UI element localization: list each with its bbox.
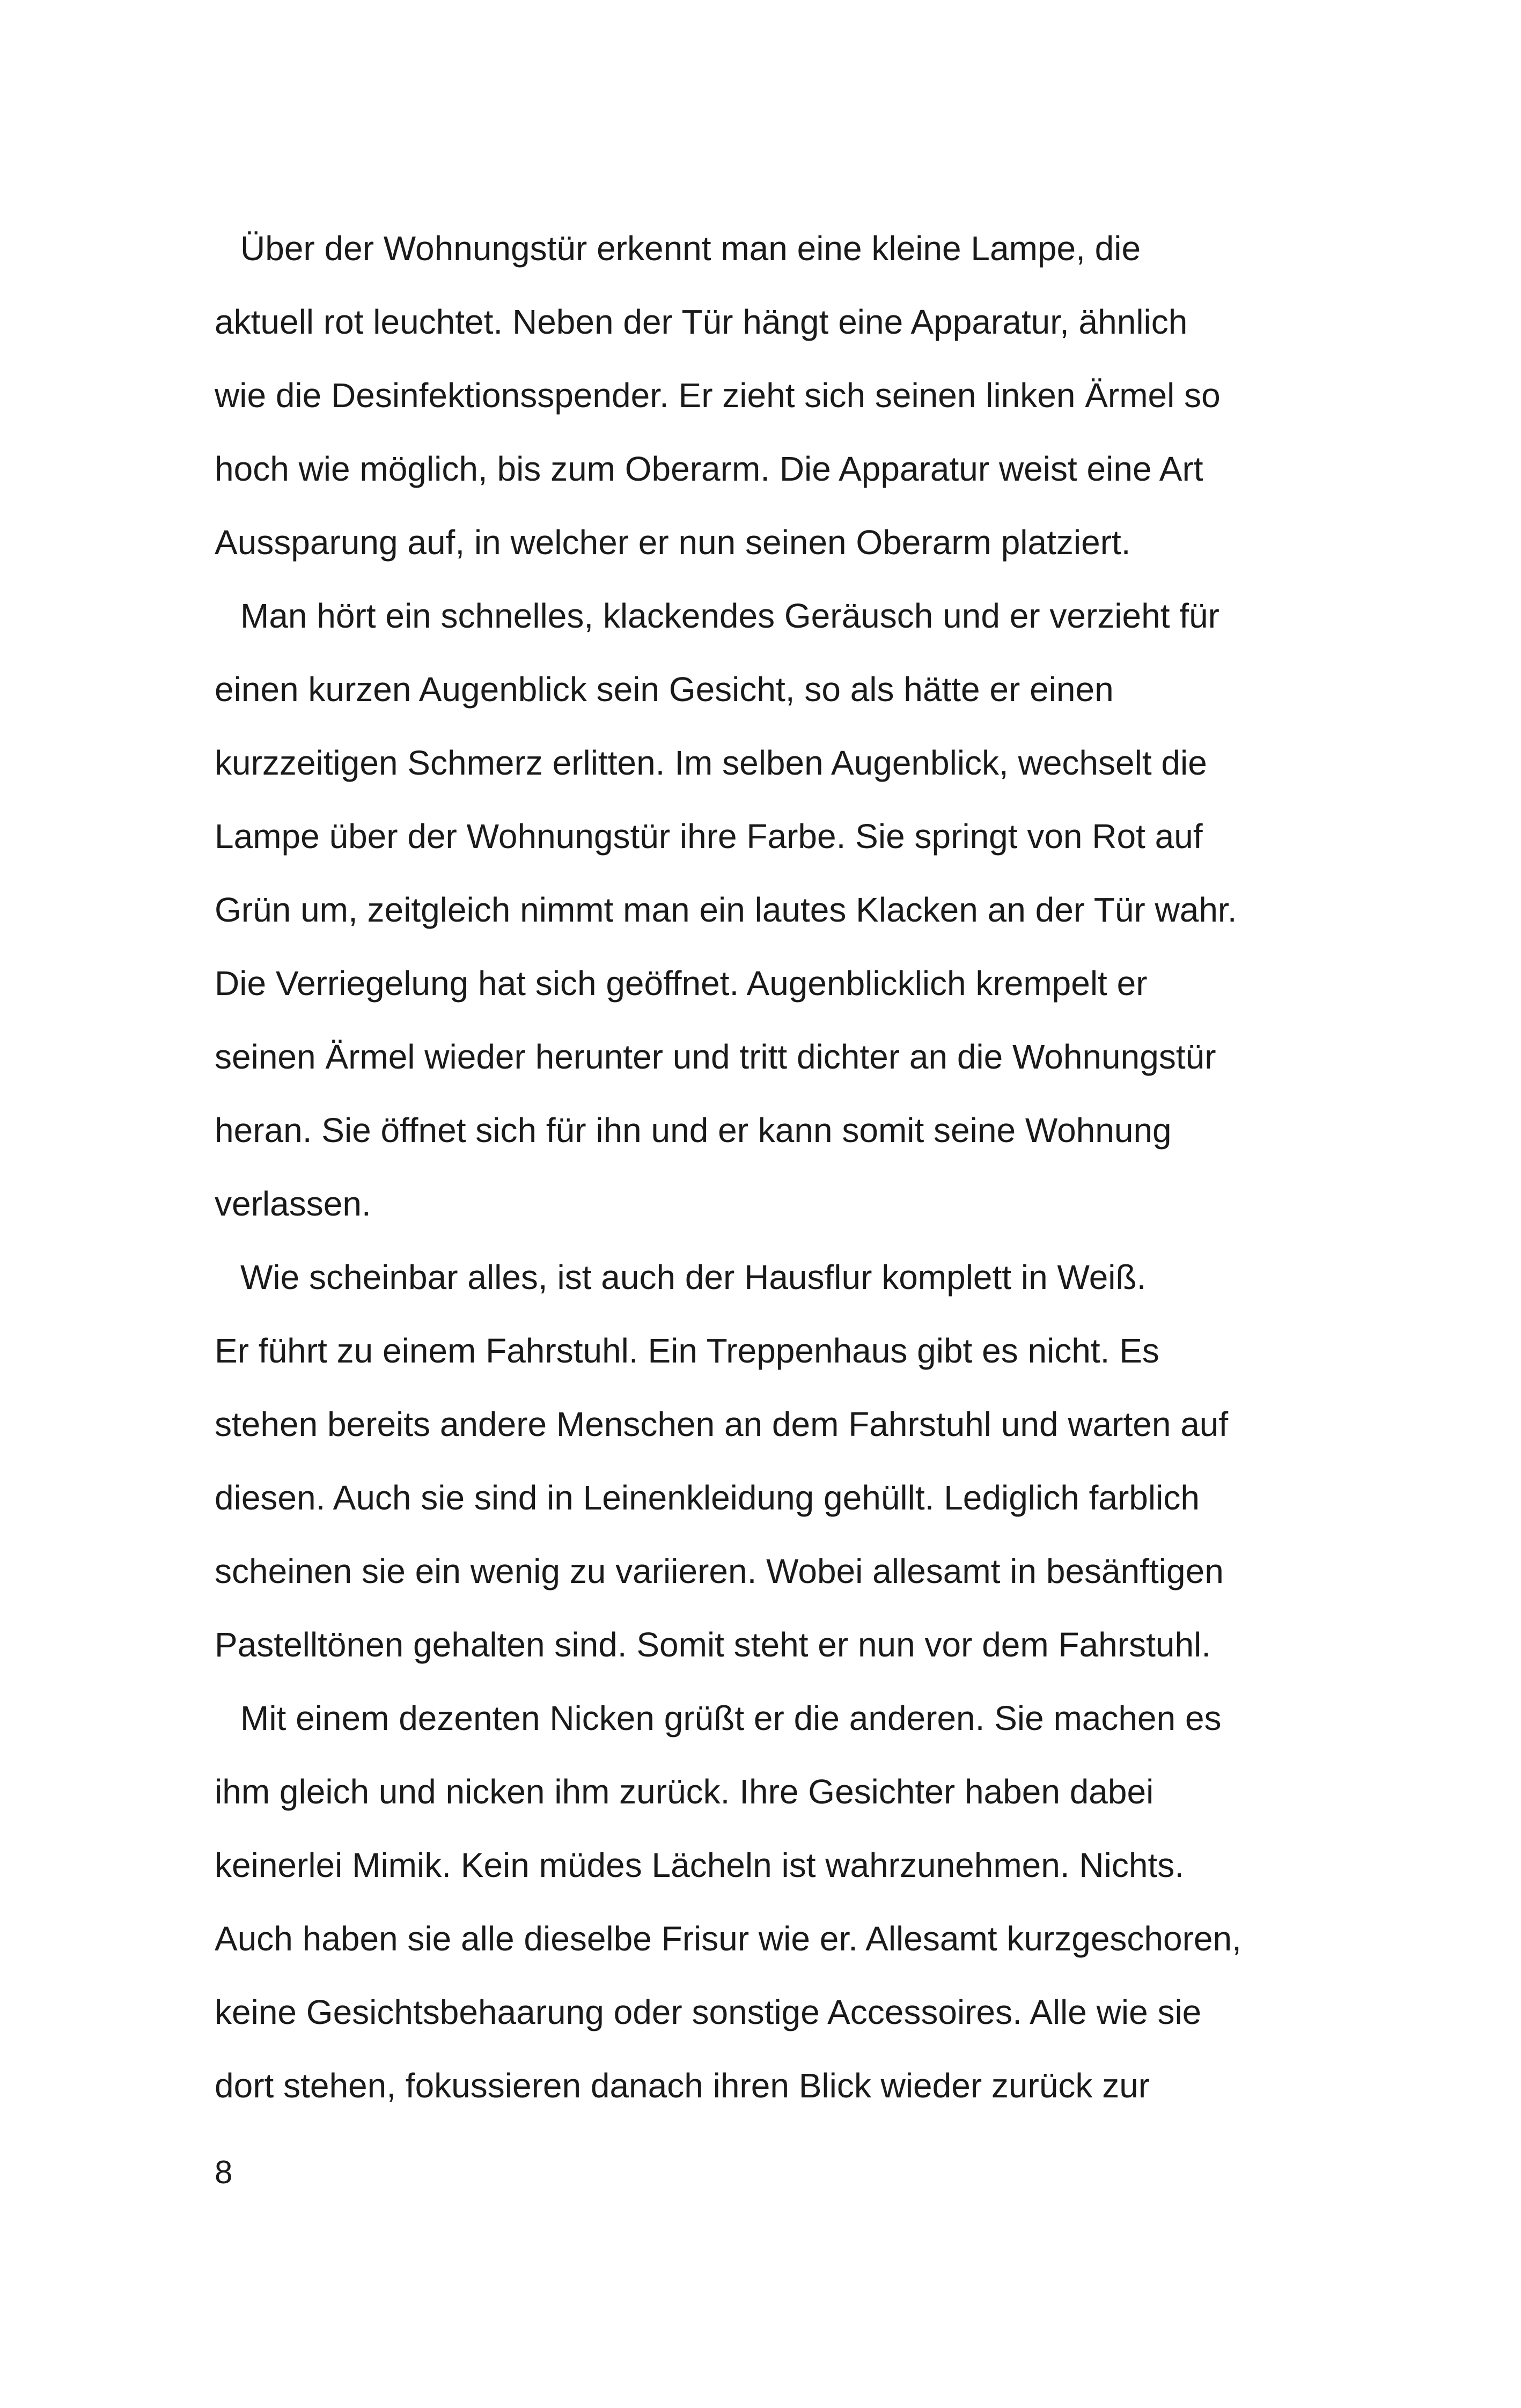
text-line: Die Verriegelung hat sich geöffnet. Augenblicklich krempelt er bbox=[215, 964, 1148, 1003]
text-line: Aussparung auf, in welcher er nun seinen Oberarm platziert. bbox=[215, 523, 1131, 562]
page-number: 8 bbox=[215, 2154, 233, 2190]
text-line: verlassen. bbox=[215, 1184, 371, 1223]
text-line: Auch haben sie alle dieselbe Frisur wie er. Allesamt kurzgeschoren, bbox=[215, 1919, 1241, 1958]
text-line: Er führt zu einem Fahrstuhl. Ein Treppenhaus gibt es nicht. Es bbox=[215, 1331, 1159, 1370]
text-line: wie die Desinfektionsspender. Er zieht sich seinen linken Ärmel so bbox=[215, 376, 1221, 415]
body-text bbox=[215, 212, 1336, 2123]
text-line: Wie scheinbar alles, ist auch der Hausflur komplett in Weiß. bbox=[240, 1258, 1147, 1297]
text-line: dort stehen, fokussieren danach ihren Blick wieder zurück zur bbox=[215, 2066, 1150, 2105]
text-line: ihm gleich und nicken ihm zurück. Ihre Gesichter haben dabei bbox=[215, 1772, 1154, 1811]
text-line: seinen Ärmel wieder herunter und tritt dichter an die Wohnungstür bbox=[215, 1037, 1216, 1076]
text-line: Mit einem dezenten Nicken grüßt er die anderen. Sie machen es bbox=[240, 1699, 1222, 1737]
text-line: hoch wie möglich, bis zum Oberarm. Die Apparatur weist eine Art bbox=[215, 450, 1203, 488]
text-line: Über der Wohnungstür erkennt man eine kleine Lampe, die bbox=[240, 229, 1141, 268]
text-line: scheinen sie ein wenig zu variieren. Wobei allesamt in besänftigen bbox=[215, 1552, 1224, 1590]
text-line: Man hört ein schnelles, klackendes Geräusch und er verzieht für bbox=[240, 597, 1219, 635]
text-line: Grün um, zeitgleich nimmt man ein lautes Klacken an der Tür wahr. bbox=[215, 890, 1237, 929]
text-line: heran. Sie öffnet sich für ihn und er kann somit seine Wohnung bbox=[215, 1111, 1172, 1150]
text-line: stehen bereits andere Menschen an dem Fahrstuhl und warten auf bbox=[215, 1405, 1229, 1444]
text-line: keinerlei Mimik. Kein müdes Lächeln ist wahrzunehmen. Nichts. bbox=[215, 1846, 1184, 1884]
text-line: Pastelltönen gehalten sind. Somit steht er nun vor dem Fahrstuhl. bbox=[215, 1625, 1211, 1664]
text-line: keine Gesichtsbehaarung oder sonstige Accessoires. Alle wie sie bbox=[215, 1993, 1202, 2031]
text-line: Lampe über der Wohnungstür ihre Farbe. Sie springt von Rot auf bbox=[215, 817, 1203, 856]
text-line: einen kurzen Augenblick sein Gesicht, so als hätte er einen bbox=[215, 670, 1114, 709]
text-line: kurzzeitigen Schmerz erlitten. Im selben Augenblick, wechselt die bbox=[215, 743, 1207, 782]
text-line: aktuell rot leuchtet. Neben der Tür hängt eine Apparatur, ähnlich bbox=[215, 303, 1188, 341]
text-line: diesen. Auch sie sind in Leinenkleidung gehüllt. Lediglich farblich bbox=[215, 1478, 1200, 1517]
